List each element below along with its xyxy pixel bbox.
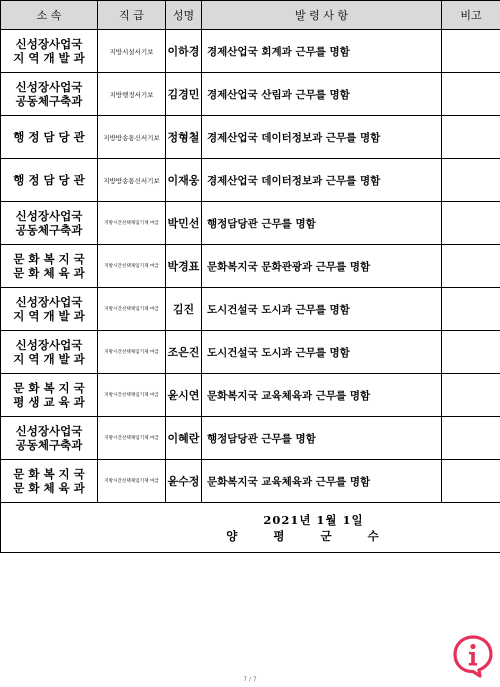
dept-line-1: 신성장사업국 [15,37,83,51]
grade-cell: 지방시간선택제임기제 마급 [98,245,166,288]
order-cell: 문화복지국 교육체육과 근무를 명함 [202,460,442,503]
note-cell [442,159,500,202]
table-row [1,374,500,417]
table-row [1,73,500,116]
dept-line-2: 문 화 체 육 과 [13,266,85,280]
dept-line-2: 평 생 교 육 과 [13,395,85,409]
dept-line-1: 행 정 담 당 관 [13,130,85,144]
dept-cell [1,159,98,202]
grade-cell: 지방행정서기보 [98,73,166,116]
note-cell [442,245,500,288]
name-cell: 박민선 [166,202,202,245]
dept-cell [1,331,98,374]
order-cell: 경제산업국 데이터정보과 근무를 명함 [202,116,442,159]
table-row [1,288,500,331]
header-dept: 소 속 [1,1,98,30]
header-grade: 직 급 [98,1,166,30]
dept-line-1: 문 화 복 지 국 [13,252,85,266]
table-row [1,159,500,202]
dept-line-1: 문 화 복 지 국 [13,467,85,481]
dept-cell [1,288,98,331]
grade-cell: 지방시간선택제임기제 마급 [98,460,166,503]
document-viewer-logo-icon[interactable] [452,634,494,678]
name-cell: 조은진 [166,331,202,374]
dept-cell [1,202,98,245]
dept-line-1: 행 정 담 당 관 [13,173,85,187]
order-cell: 경제산업국 데이터정보과 근무를 명함 [202,159,442,202]
dept-line-1: 신성장사업국 [15,80,83,94]
dept-line-2: 공동체구축과 [15,223,83,237]
dept-cell [1,73,98,116]
grade-cell: 지방시간선택제임기제 마급 [98,374,166,417]
note-cell [442,30,500,73]
name-cell: 이하경 [166,30,202,73]
grade-cell: 지방방송통신서기보 [98,159,166,202]
note-cell [442,288,500,331]
issuer-signature: 양 평 군 수 [226,528,395,543]
grade-cell: 지방시간선택제임기제 마급 [98,331,166,374]
dept-cell [1,417,98,460]
table-row [1,460,500,503]
header-order: 발 령 사 항 [202,1,442,30]
table-header-row [1,1,500,30]
name-cell: 이혜란 [166,417,202,460]
footer-spacer-left [1,503,166,553]
dept-line-1: 신성장사업국 [15,295,83,309]
order-cell: 문화복지국 교육체육과 근무를 명함 [202,374,442,417]
order-cell: 행정담당관 근무를 명함 [202,417,442,460]
dept-line-1: 신성장사업국 [15,338,83,352]
order-cell: 도시건설국 도시과 근무를 명함 [202,331,442,374]
note-cell [442,331,500,374]
table-row [1,417,500,460]
name-cell: 정형철 [166,116,202,159]
issue-date: 2021년 1월 1일 [263,512,364,527]
dept-cell [1,374,98,417]
dept-line-2: 공동체구축과 [15,94,83,108]
grade-cell: 지방시간선택제임기제 마급 [98,417,166,460]
dept-line-1: 신성장사업국 [15,209,83,223]
note-cell [442,417,500,460]
name-cell: 김경민 [166,73,202,116]
dept-line-2: 문 화 체 육 과 [13,481,85,495]
page-number: 7 / 7 [243,676,257,683]
note-cell [442,73,500,116]
table-row [1,202,500,245]
name-cell: 박경표 [166,245,202,288]
order-cell: 경제산업국 회계과 근무를 명함 [202,30,442,73]
footer-signature-block [166,503,442,553]
dept-line-1: 문 화 복 지 국 [13,381,85,395]
order-cell: 문화복지국 문화관광과 근무를 명함 [202,245,442,288]
table-row [1,245,500,288]
dept-line-2: 지 역 개 발 과 [13,352,85,366]
dept-cell [1,116,98,159]
note-cell [442,202,500,245]
dept-cell [1,460,98,503]
name-cell: 윤시연 [166,374,202,417]
name-cell: 윤수정 [166,460,202,503]
table-body [1,30,500,553]
note-cell [442,374,500,417]
header-note: 비고 [442,1,500,30]
dept-cell [1,30,98,73]
dept-line-2: 지 역 개 발 과 [13,51,85,65]
grade-cell: 지방시간선택제임기제 마급 [98,288,166,331]
dept-line-1: 신성장사업국 [15,424,83,438]
note-cell [442,460,500,503]
dept-line-2: 지 역 개 발 과 [13,309,85,323]
name-cell: 이재웅 [166,159,202,202]
name-cell: 김진 [166,288,202,331]
dept-cell [1,245,98,288]
order-cell: 경제산업국 산림과 근무를 명함 [202,73,442,116]
order-cell: 도시건설국 도시과 근무를 명함 [202,288,442,331]
table-row [1,116,500,159]
grade-cell: 지방시설서기보 [98,30,166,73]
order-cell: 행정담당관 근무를 명함 [202,202,442,245]
note-cell [442,116,500,159]
table-row [1,30,500,73]
grade-cell: 지방시간선택제임기제 마급 [98,202,166,245]
dept-line-2: 공동체구축과 [15,438,83,452]
signature-row [1,503,500,553]
table-row [1,331,500,374]
grade-cell: 지방방송통신서기보 [98,116,166,159]
footer-spacer-right [442,503,500,553]
header-name: 성명 [166,1,202,30]
